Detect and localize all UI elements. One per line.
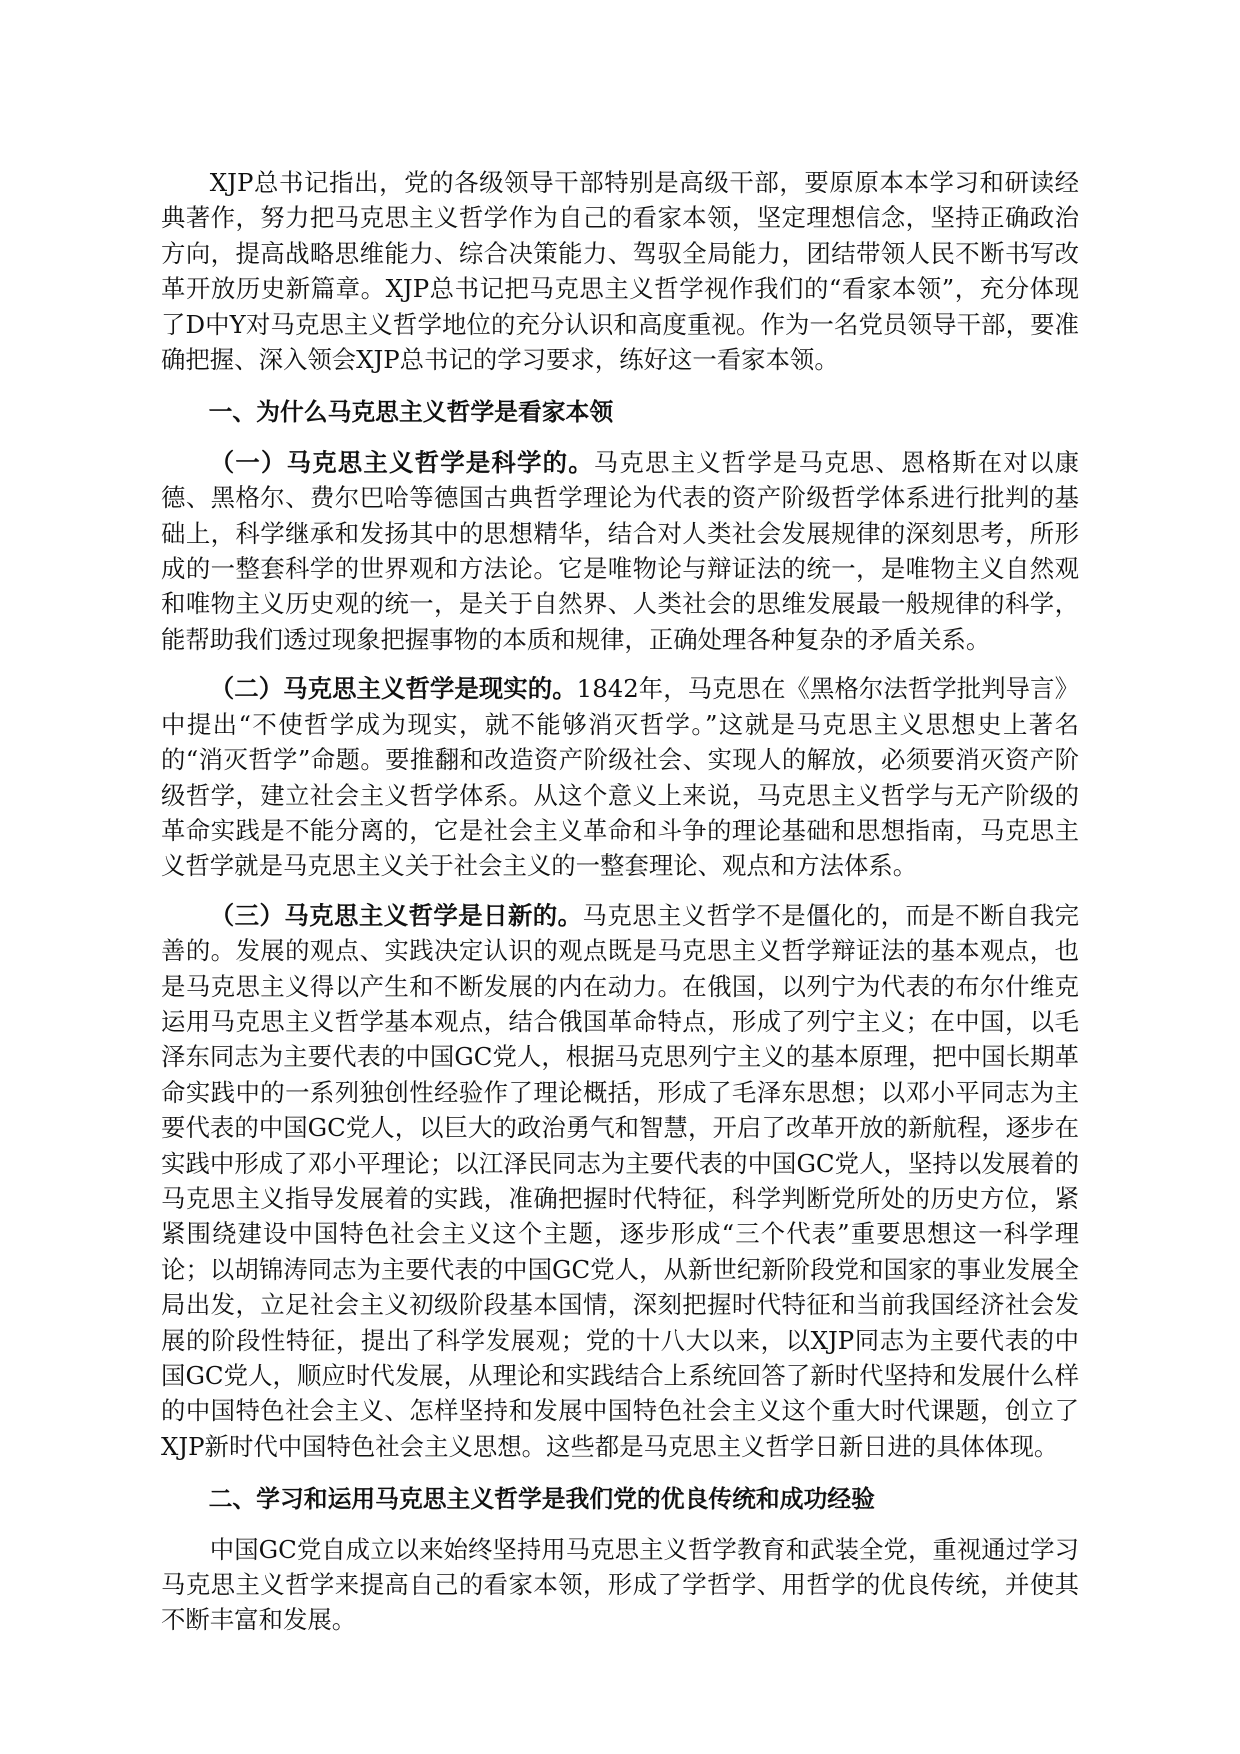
intro-paragraph: XJP总书记指出，党的各级领导干部特别是高级干部，要原原本本学习和研读经典著作，努力把马克思主义哲学作为自己的看家本领，坚定理想信念，坚持正确政治方向，提高战略思维能力、综合决策能力、驾驭全局能力，团结带领人民不断书写改革开放历史新篇章。XJP总书记把马克思主义哲学视作我们的“看家本领”，充分体现了D中Y对马克思主义哲学地位的充分认识和高度重视。作为一名党员领导干部，要准确把握、深入领会XJP总书记的学习要求，练好这一看家本领。: [161, 168, 1079, 375]
subsection-2-paragraph: [161, 671, 1079, 883]
subsection-1-body: 马克思主义哲学是马克思、恩格斯在对以康德、黑格尔、费尔巴哈等德国古典哲学理论为代表的资产阶级哲学体系进行批判的基础上，科学继承和发扬其中的思想精华，结合对人类社会发展规律的深刻思考，所形成的一整套科学的世界观和方法论。它是唯物论与辩证法的统一，是唯物主义自然观和唯物主义历史观的统一，是关于自然界、人类社会的思维发展最一般规律的科学，能帮助我们透过现象把握事物的本质和规律，正确处理各种复杂的矛盾关系。: [161, 447, 1079, 654]
subsection-2-lead: （二）马克思主义哲学是现实的。: [209, 674, 577, 704]
subsection-3-paragraph: [161, 898, 1079, 1465]
subsection-1-lead: （一）马克思主义哲学是科学的。: [209, 447, 594, 477]
section-heading-2: 二、学习和运用马克思主义哲学是我们党的优良传统和成功经验: [208, 1485, 875, 1514]
final-paragraph: 中国GC党自成立以来始终坚持用马克思主义哲学教育和武装全党，重视通过学习马克思主义哲学来提高自己的看家本领，形成了学哲学、用哲学的优良传统，并使其不断丰富和发展。: [161, 1534, 1079, 1635]
section-heading-1: 一、为什么马克思主义哲学是看家本领: [208, 398, 614, 427]
subsection-3-body: 马克思主义哲学不是僵化的，而是不断自我完善的。发展的观点、实践决定认识的观点既是马克思主义哲学辩证法的基本观点，也是马克思主义得以产生和不断发展的内在动力。在俄国，以列宁为代表的布尔什维克运用马克思主义哲学基本观点，结合俄国革命特点，形成了列宁主义；在中国，以毛泽东同志为主要代表的中国GC党人，根据马克思列宁主义的基本原理，把中国长期革命实践中的一系列独创性经验作了理论概括，形成了毛泽东思想；以邓小平同志为主要代表的中国GC党人，以巨大的政治勇气和智慧，开启了改革开放的新航程，逐步在实践中形成了邓小平理论；以江泽民同志为主要代表的中国GC党人，坚持以发展着的马克思主义指导发展着的实践，准确把握时代特征，科学判断党所处的历史方位，紧紧围绕建设中国特色社会主义这个主题，逐步形成“三个代表”重要思想这一科学理论；以胡锦涛同志为主要代表的中国GC党人，从新世纪新阶段党和国家的事业发展全局出发，立足社会主义初级阶段基本国情，深刻把握时代特征和当前我国经济社会发展的阶段性特征，提出了科学发展观；党的十八大以来，以XJP同志为主要代表的中国GC党人，顺应时代发展，从理论和实践结合上系统回答了新时代坚持和发展什么样的中国特色社会主义、怎样坚持和发展中国特色社会主义这个重大时代课题，创立了XJP新时代中国特色社会主义思想。这些都是马克思主义哲学日新日进的具体体现。: [161, 900, 1079, 1461]
subsection-1-paragraph: [161, 445, 1079, 657]
subsection-2-body: 1842年，马克思在《黑格尔法哲学批判导言》中提出“不使哲学成为现实，就不能够消灭哲学。”这就是马克思主义思想史上著名的“消灭哲学”命题。要推翻和改造资产阶级社会、实现人的解放，必须要消灭资产阶级哲学，建立社会主义哲学体系。从这个意义上来说，马克思主义哲学与无产阶级的革命实践是不能分离的，它是社会主义革命和斗争的理论基础和思想指南，马克思主义哲学就是马克思主义关于社会主义的一整套理论、观点和方法体系。: [161, 674, 1079, 881]
document-body: [161, 165, 1079, 1638]
subsection-3-lead: （三）马克思主义哲学是日新的。: [209, 900, 583, 930]
